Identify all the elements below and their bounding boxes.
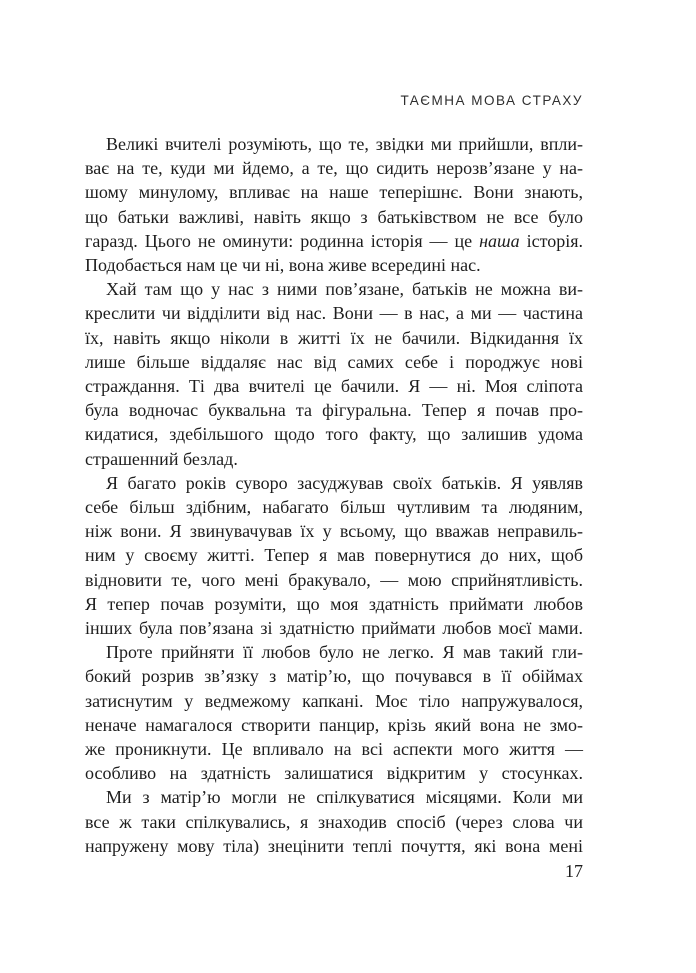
text-segment: страшенний безлад.: [85, 448, 238, 469]
text-segment: кидатися, здебільшого щодо того факту, що залишив удома: [85, 424, 583, 445]
body-line: [85, 785, 583, 809]
body-line: [85, 253, 583, 277]
body-line: [85, 713, 583, 737]
body-line: [85, 543, 583, 567]
body-line: [85, 495, 583, 519]
text-segment: їх, навіть якщо ніколи в житті їх не бачили. Відкидання їх: [85, 327, 583, 348]
text-segment: лише більше віддаляє нас від самих себе і породжує нові: [85, 351, 583, 372]
body-line: [85, 350, 583, 374]
body-line: [85, 422, 583, 446]
body-line: [85, 810, 583, 834]
text-segment: неначе намагалося створити панцир, крізь який вона не змо-: [85, 714, 583, 735]
body-line: [85, 277, 583, 301]
body-line: [85, 132, 583, 156]
text-segment: ває на те, куди ми йдемо, а те, що сидить нерозв’язане у на-: [85, 158, 583, 179]
body-line: [85, 205, 583, 229]
text-segment: Подобається нам це чи ні, вона живе всередині нас.: [85, 255, 481, 276]
body-line: [85, 301, 583, 325]
text-segment: же проникнути. Це впливало на всі аспекти мого життя —: [85, 739, 583, 760]
text-segment: інших була пов’язана зі здатністю приймати любов моєї мами.: [85, 618, 583, 639]
body-line: [85, 834, 583, 858]
text-segment: затиснутим у ведмежому капкані. Моє тіло напружувалося,: [85, 690, 583, 711]
body-line: [85, 568, 583, 592]
body-line: [85, 156, 583, 180]
body-line: [85, 616, 583, 640]
text-segment: все ж таки спілкувались, я знаходив спосіб (через слова чи: [85, 811, 583, 832]
body-line: [85, 374, 583, 398]
text-segment: що батьки важливі, навіть якщо з батьківством не все було: [85, 206, 583, 227]
text-segment: страждання. Ті два вчителі це бачили. Я — ні. Моя сліпота: [85, 376, 583, 397]
body-line: [85, 180, 583, 204]
body-line: [85, 664, 583, 688]
body-line: [85, 471, 583, 495]
text-segment: себе більш здібним, набагато більш чутливим та людяним,: [85, 497, 583, 518]
text-segment: бокий розрив зв’язку з матір’ю, що почувався в її обіймах: [85, 666, 583, 687]
text-segment: Я багато років суворо засуджував своїх батьків. Я уявляв: [106, 472, 583, 493]
text-segment: ніж вони. Я звинувачував їх у всьому, що вважав неправиль-: [85, 521, 583, 542]
text-segment: шому минулому, впливає на наше теперішнє. Вони знають,: [85, 182, 583, 203]
body-line: [85, 761, 583, 785]
text-segment: Ми з матір’ю могли не спілкуватися місяцями. Коли ми: [106, 787, 583, 808]
body-line: [85, 229, 583, 253]
text-segment: креслити чи відділити від нас. Вони — в нас, а ми — частина: [85, 303, 583, 324]
page-number: 17: [565, 861, 583, 881]
text-segment: Проте прийняти її любов було не легко. Я мав такий гли-: [106, 642, 583, 663]
emphasized-text: наша: [479, 230, 520, 251]
body-line: [85, 326, 583, 350]
text-segment: Хай там що у нас з ними пов’язане, батьків не можна ви-: [106, 279, 583, 300]
text-segment: ним у своєму житті. Тепер я мав повернутися до них, щоб: [85, 545, 583, 566]
body-line: [85, 689, 583, 713]
body-line: [85, 640, 583, 664]
text-segment: гаразд. Цього не оминути: родинна історія — це: [85, 230, 480, 251]
body-line: [85, 398, 583, 422]
body-text-block: [85, 132, 583, 858]
body-line: [85, 592, 583, 616]
text-segment: історія.: [519, 230, 583, 251]
body-line: [85, 519, 583, 543]
text-segment: відновити те, чого мені бракувало, — мою сприйнятливість.: [85, 569, 583, 590]
body-line: [85, 447, 583, 471]
text-segment: Я тепер почав розуміти, що моя здатність приймати любов: [85, 593, 583, 614]
running-header: ТАЄМНА МОВА СТРАХУ: [400, 93, 583, 108]
text-segment: Великі вчителі розуміють, що те, звідки ми прийшли, впли-: [106, 134, 583, 154]
text-segment: була водночас буквальна та фігуральна. Тепер я почав про-: [85, 400, 583, 421]
text-segment: напружену мову тіла) знецінити теплі почуття, які вона мені: [85, 835, 583, 856]
text-segment: особливо на здатність залишатися відкритим у стосунках.: [85, 763, 583, 784]
body-line: [85, 737, 583, 761]
